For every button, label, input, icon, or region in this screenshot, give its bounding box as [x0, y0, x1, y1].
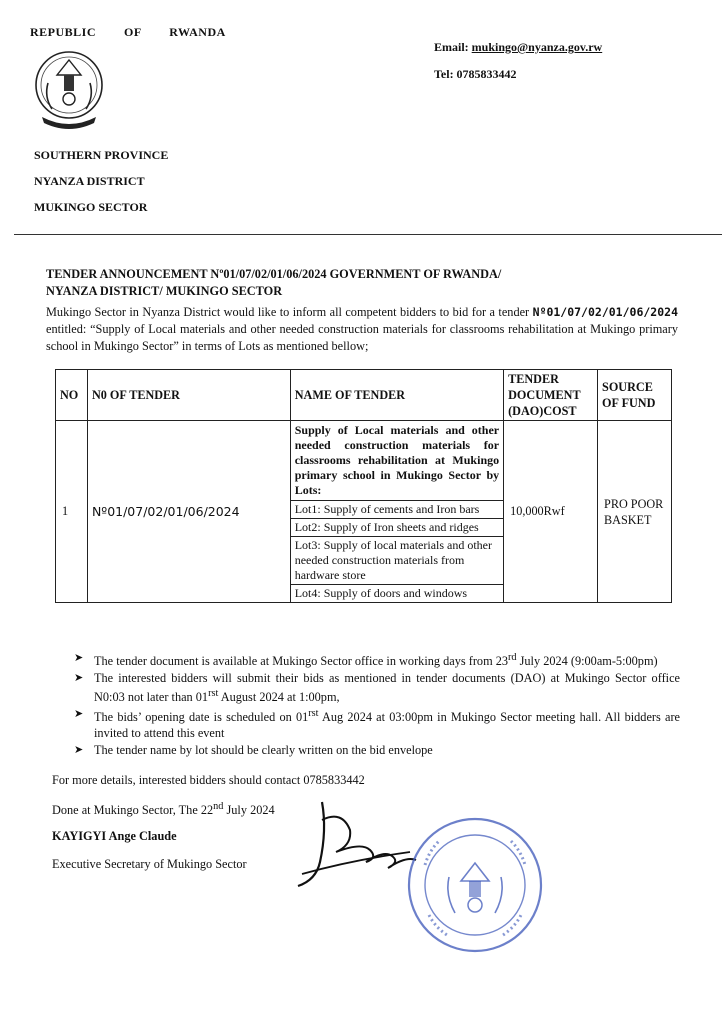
done-line [52, 801, 275, 818]
bullet-sup: rst [208, 688, 219, 700]
done-text: Done at Mukingo Sector, The 22 [52, 803, 214, 818]
done-sup: nd [213, 801, 224, 812]
header-divider [14, 234, 722, 235]
list-item [74, 670, 680, 705]
table-header-row [56, 370, 672, 421]
district: NYANZA DISTRICT [34, 174, 145, 188]
announcement-title [46, 266, 676, 300]
bullet-text: The bids’ opening date is scheduled on 01 [94, 710, 309, 725]
header-fund: SOURCE OF FUND [598, 370, 672, 421]
done-text: July 2024 [223, 803, 275, 818]
email-line [434, 40, 602, 55]
bullet-text: The tender document is available at Mukingo Sector office in working days from 23 [94, 654, 508, 669]
country-heading: REPUBLIC OF RWANDA [30, 25, 226, 39]
list-item: Lot2: Supply of Iron sheets and ridges [291, 518, 503, 536]
bullet-text: Aug 2024 at 03:00pm in Mukingo Sector meeting hall. All bidders are invited to attend this event [94, 710, 680, 741]
tender-table [55, 369, 672, 603]
telephone: Tel: 0785833442 [434, 67, 517, 81]
row-tender-no: Nº01/07/02/01/06/2024 [87, 421, 290, 603]
bullet-text: The tender name by lot should be clearly written on the bid envelope [94, 743, 433, 758]
signatory-position: Executive Secretary of Mukingo Sector [52, 857, 247, 871]
signatory-name: KAYIGYI Ange Claude [52, 829, 177, 843]
bullet-text: August 2024 at 1:00pm, [218, 690, 340, 705]
bullet-text: The interested bidders will submit their bids as mentioned in tender documents (DAO) at Mukingo Sector office N0:03 not later than 01 [94, 671, 680, 705]
row-cost: 10,000Rwf [504, 421, 598, 603]
arrow-bullet-icon: ➤ [74, 708, 84, 721]
arrow-bullet-icon: ➤ [74, 672, 84, 685]
bullet-sup: rd [508, 652, 517, 663]
bullet-sup: rst [308, 708, 319, 720]
sector: MUKINGO SECTOR [34, 200, 148, 214]
bullet-list [74, 650, 680, 759]
intro-tender-number: Nº01/07/02/01/06/2024 [532, 305, 678, 319]
table-row [56, 421, 672, 603]
contact-line: For more details, interested bidders should contact 0785833442 [52, 773, 365, 787]
list-item [74, 706, 680, 741]
email-link[interactable]: mukingo@nyanza.gov.rw [471, 40, 603, 54]
intro-paragraph [46, 304, 678, 355]
row-fund: PRO POOR BASKET [598, 421, 672, 603]
intro-text-2: entitled: “Supply of Local materials and other needed construction materials for classrooms rehabilitation at Mukingo primary school in Mukingo Sector” in terms of Lots as mentioned bellow; [46, 322, 678, 353]
province: SOUTHERN PROVINCE [34, 148, 169, 162]
header-no: NO [56, 370, 88, 421]
arrow-bullet-icon: ➤ [74, 744, 84, 757]
arrow-bullet-icon: ➤ [74, 652, 84, 664]
title-line-1: TENDER ANNOUNCEMENT Nº01/07/02/01/06/2024 GOVERNMENT OF RWANDA/ [46, 267, 502, 281]
row-no: 1 [56, 421, 88, 603]
intro-text-1: Mukingo Sector in Nyanza District would like to inform all competent bidders to bid for a tender [46, 305, 533, 319]
bullet-text: July 2024 (9:00am-5:00pm) [516, 654, 658, 669]
list-item: Lot4: Supply of doors and windows [291, 584, 503, 602]
list-item [74, 650, 680, 669]
coat-of-arms-icon [30, 45, 108, 131]
header-tender-no: N0 OF TENDER [87, 370, 290, 421]
header-cost: TENDER DOCUMENT (DAO)COST [504, 370, 598, 421]
list-item: Lot1: Supply of cements and Iron bars [291, 500, 503, 518]
official-stamp-icon [405, 815, 545, 955]
header-name: NAME OF TENDER [290, 370, 503, 421]
row-name-cell [290, 421, 503, 603]
lot-heading: Supply of Local materials and other needed construction materials for classrooms rehabilitation at Mukingo primary school in Mukingo Sector by Lots: [294, 423, 500, 497]
email-label: Email: [434, 40, 472, 54]
list-item [74, 742, 680, 758]
list-item: Lot3: Supply of local materials and other needed construction materials from hardware store [291, 536, 503, 584]
signature-icon [292, 790, 422, 890]
title-line-2: NYANZA DISTRICT/ MUKINGO SECTOR [46, 284, 283, 298]
